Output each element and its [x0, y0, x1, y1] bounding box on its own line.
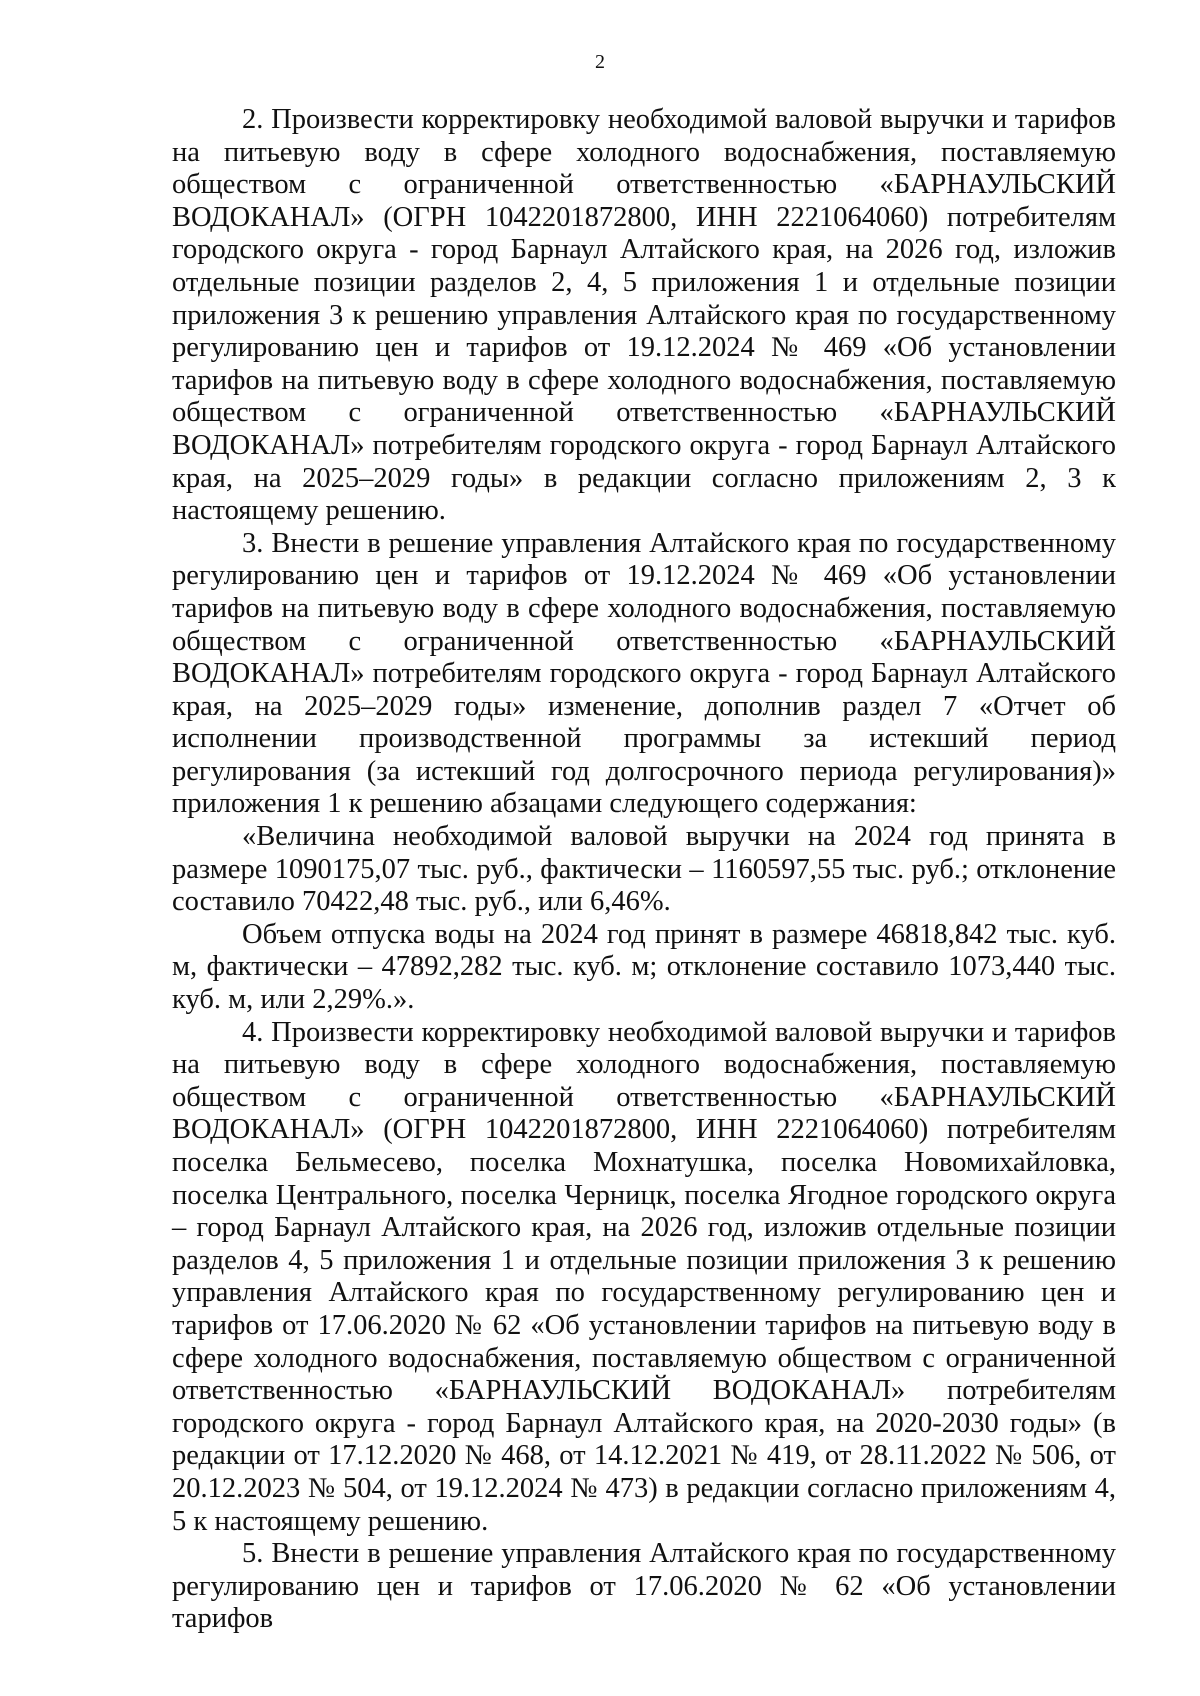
page-number: 2: [595, 51, 605, 73]
paragraph-item-2: 2. Произвести корректировку необходимой валовой выручки и тарифов на питьевую воду в сфере холодного водоснабжения, поставляемую обществом с ограниченной ответственностью «БАРНАУЛЬСКИЙ ВОДОКАНАЛ» (ОГРН 1042201872800, ИНН 2221064060) потребителям городского округа - город Барнаул Алтайского края, на 2026 год, изложив отдельные позиции разделов 2, 4, 5 приложения 1 и отдельные позиции приложения 3 к решению управления Алтайского края по государственному регулированию цен и тарифов от 19.12.2024 № 469 «Об установлении тарифов на питьевую воду в сфере холодного водоснабжения, поставляемую обществом с ограниченной ответственностью «БАРНАУЛЬСКИЙ ВОДОКАНАЛ» потребителям городского округа - город Барнаул Алтайского края, на 2025–2029 годы» в редакции согласно приложениям 2, 3 к настоящему решению.: [172, 104, 1116, 527]
quoted-paragraph-revenue: «Величина необходимой валовой выручки на 2024 год принята в размере 1090175,07 тыс. руб., фактически – 1160597,55 тыс. руб.; отклонение составило 70422,48 тыс. руб., или 6,46%.: [172, 821, 1116, 918]
paragraph-item-5: 5. Внести в решение управления Алтайского края по государственному регулированию цен и тарифов от 17.06.2020 № 62 «Об установлении тарифов: [172, 1538, 1116, 1635]
quoted-paragraph-water-volume: Объем отпуска воды на 2024 год принят в размере 46818,842 тыс. куб. м, фактически – 47892,282 тыс. куб. м; отклонение составило 1073,440 тыс. куб. м, или 2,29%.».: [172, 918, 1116, 1016]
paragraph-item-4: 4. Произвести корректировку необходимой валовой выручки и тарифов на питьевую воду в сфере холодного водоснабжения, поставляемую обществом с ограниченной ответственностью «БАРНАУЛЬСКИЙ ВОДОКАНАЛ» (ОГРН 1042201872800, ИНН 2221064060) потребителям поселка Бельмесево, поселка Мохнатушка, поселка Новомихайловка, поселка Центрального, поселка Черницк, поселка Ягодное городского округа – город Барнаул Алтайского края, на 2026 год, изложив отдельные позиции разделов 4, 5 приложения 1 и отдельные позиции приложения 3 к решению управления Алтайского края по государственному регулированию цен и тарифов от 17.06.2020 № 62 «Об установлении тарифов на питьевую воду в сфере холодного водоснабжения, поставляемую обществом с ограниченной ответственностью «БАРНАУЛЬСКИЙ ВОДОКАНАЛ» потребителям городского округа - город Барнаул Алтайского края, на 2020-2030 годы» (в редакции от 17.12.2020 № 468, от 14.12.2021 № 419, от 28.11.2022 № 506, от 20.12.2023 № 504, от 19.12.2024 № 473) в редакции согласно приложениям 4, 5 к настоящему решению.: [172, 1016, 1116, 1537]
paragraph-item-3: 3. Внести в решение управления Алтайского края по государственному регулированию цен и тарифов от 19.12.2024 № 469 «Об установлении тарифов на питьевую воду в сфере холодного водоснабжения, поставляемую обществом с ограниченной ответственностью «БАРНАУЛЬСКИЙ ВОДОКАНАЛ» потребителям городского округа - город Барнаул Алтайского края, на 2025–2029 годы» изменение, дополнив раздел 7 «Отчет об исполнении производственной программы за истекший период регулирования (за истекший год долгосрочного периода регулирования)» приложения 1 к решению абзацами следующего содержания:: [172, 527, 1116, 820]
document-body: [172, 104, 1116, 1636]
